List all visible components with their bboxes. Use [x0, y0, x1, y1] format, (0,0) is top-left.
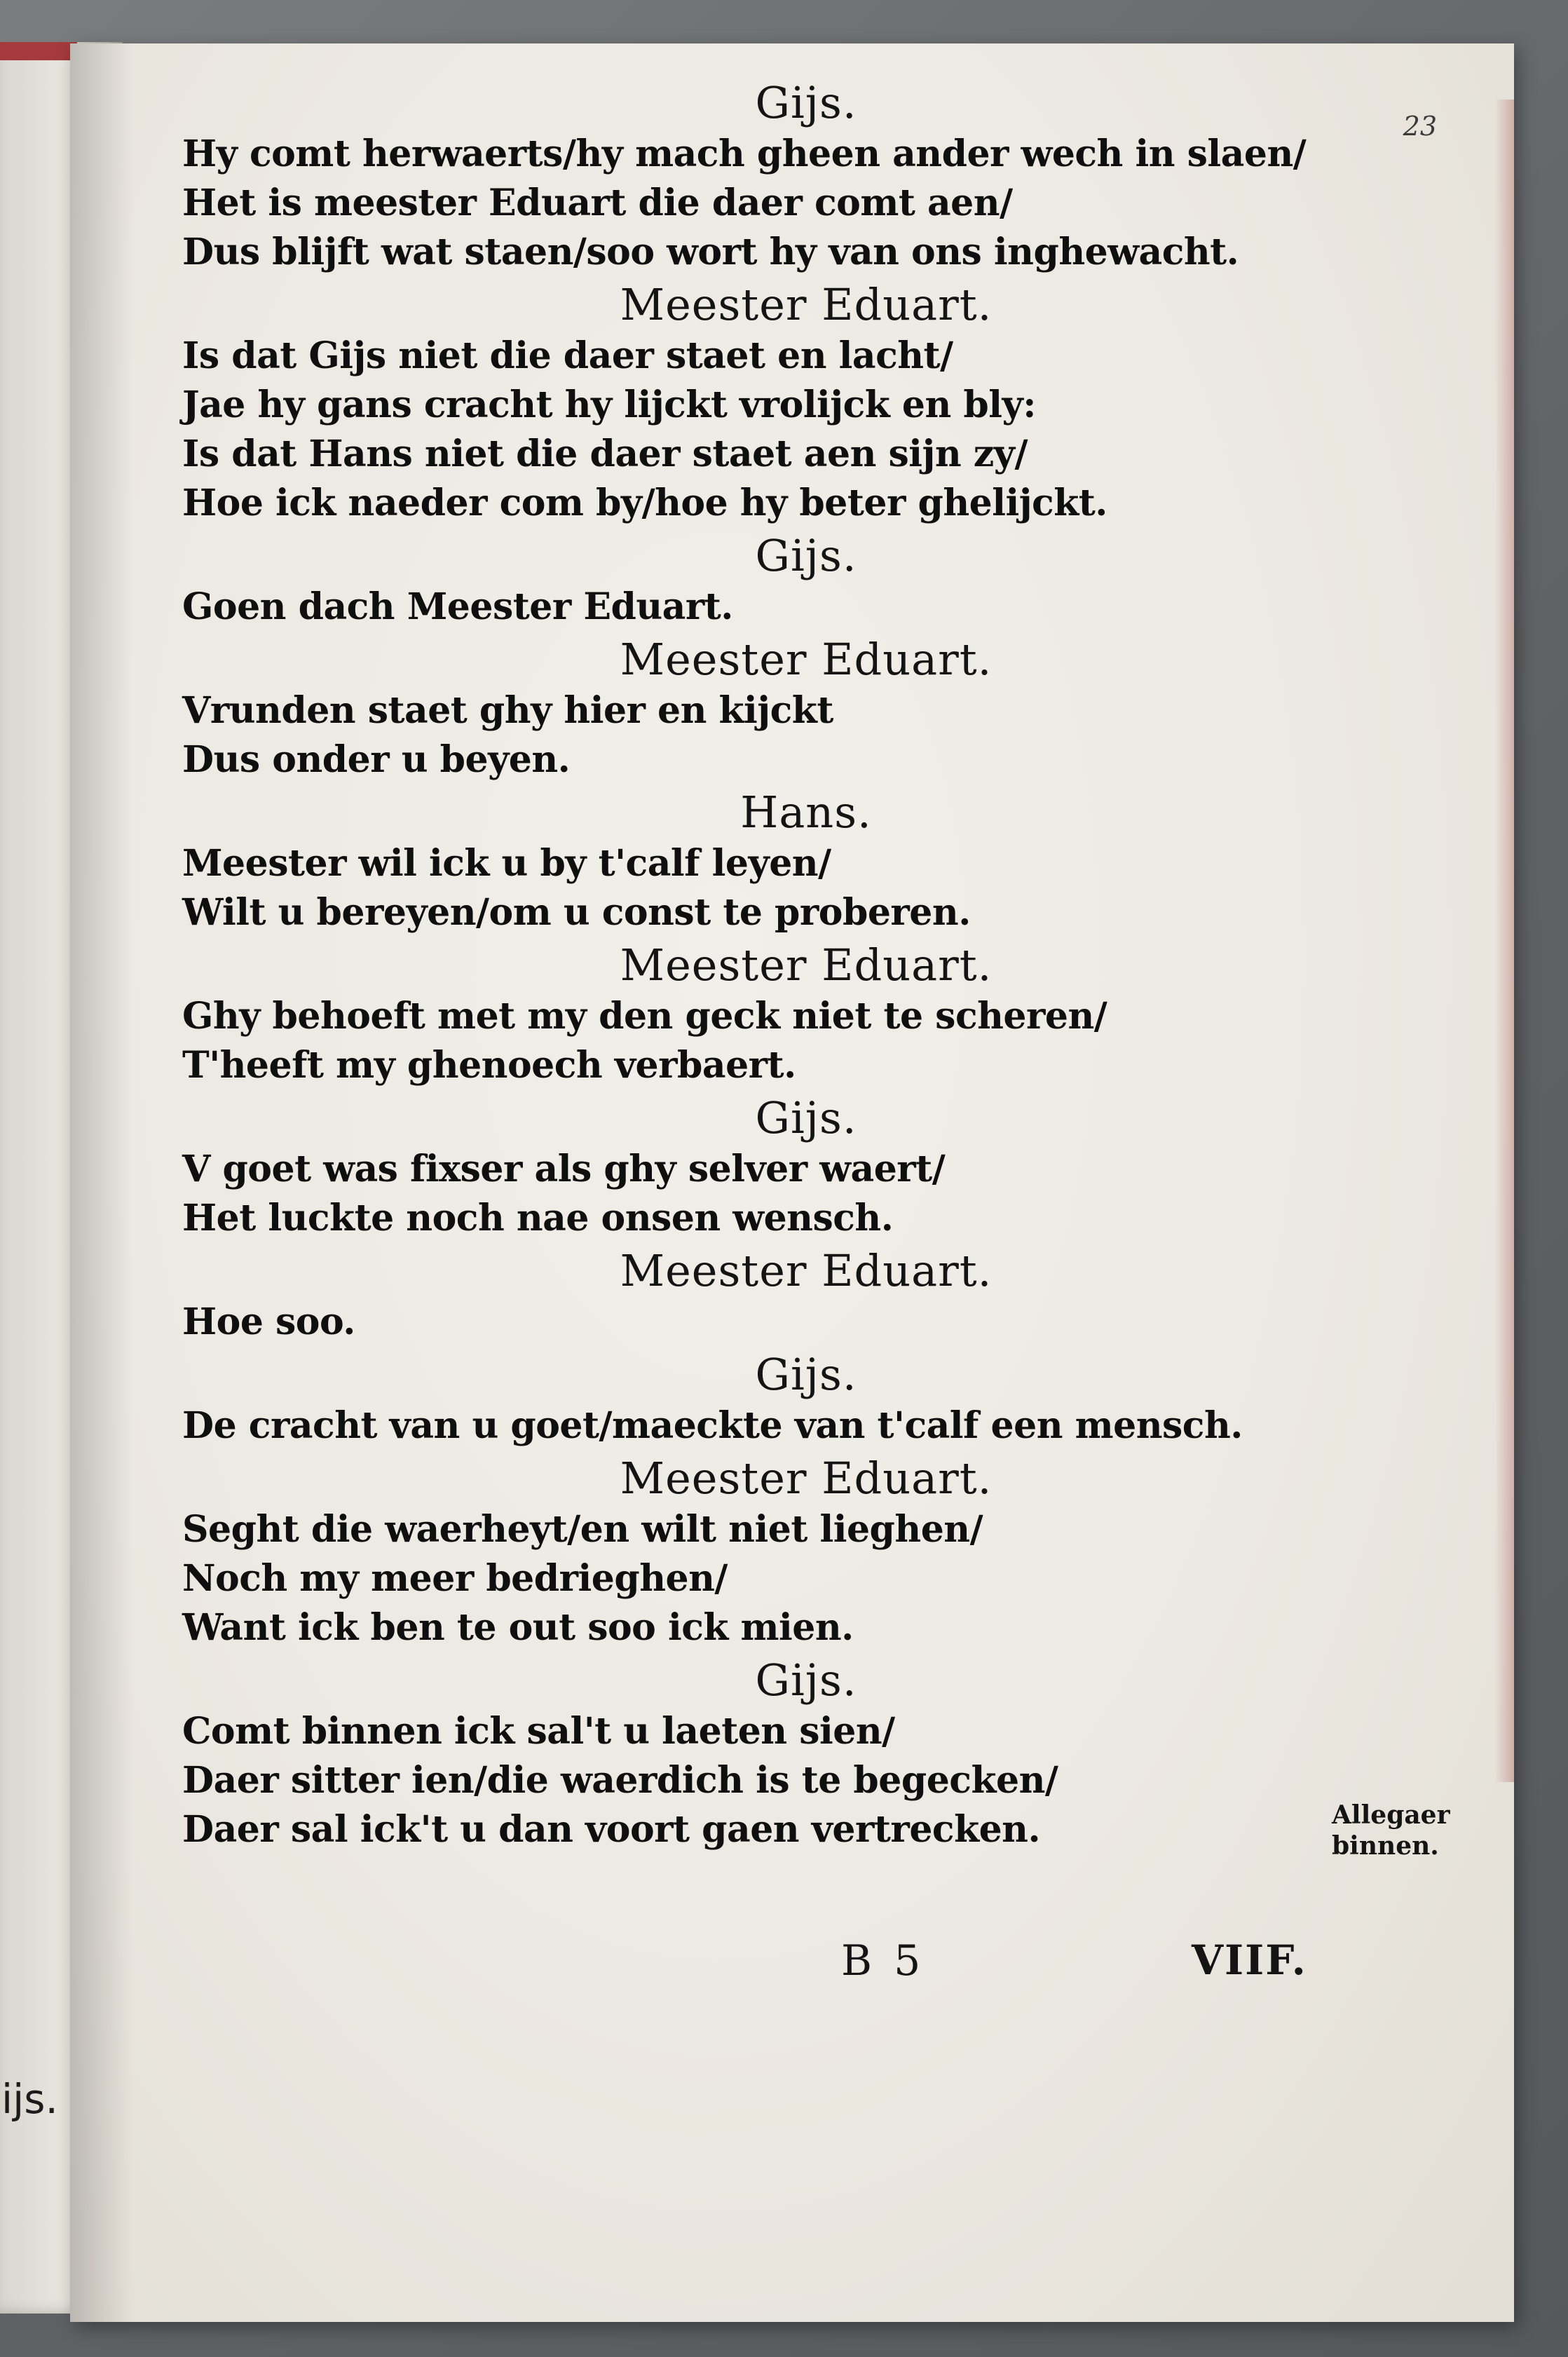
- red-page-edge: [0, 42, 77, 60]
- verse-line: Hy comt herwaerts/hy mach gheen ander wech in slaen/: [182, 133, 1307, 175]
- verse-line: Het luckte noch nae onsen wensch.: [182, 1197, 894, 1239]
- page-edge-stain: [1494, 100, 1514, 1782]
- speaker-heading: Meester Eduart.: [620, 939, 993, 991]
- stage-direction: [1332, 1800, 1500, 1861]
- speaker-heading: Meester Eduart.: [620, 1453, 993, 1504]
- verse-line: V goet was fixser als ghy selver waert/: [182, 1148, 946, 1190]
- verse-line: Is dat Gijs niet die daer staet en lacht/: [182, 334, 953, 377]
- speech: [182, 531, 1430, 632]
- facing-page-text-fragment: ijs.: [1, 2075, 58, 2123]
- page-gutter-shadow: [70, 43, 133, 2322]
- speech: [182, 787, 1430, 937]
- verse-line: De cracht van u goet/maeckte van t'calf een mensch.: [182, 1404, 1243, 1447]
- speech: [182, 1655, 1430, 1854]
- verse-line: Hoe ick naeder com by/hoe hy beter ghelijckt.: [182, 482, 1107, 524]
- speaker-heading: Meester Eduart.: [620, 1245, 993, 1296]
- speech: [182, 940, 1430, 1090]
- speaker-heading: Gijs.: [755, 1655, 857, 1706]
- verse-line: Wilt u bereyen/om u const te proberen.: [182, 891, 971, 934]
- verse-line: Daer sitter ien/die waerdich is te begecken/: [182, 1759, 1058, 1802]
- verse-line: Daer sal ick't u dan voort gaen vertrecken.: [182, 1808, 1041, 1851]
- speech: [182, 1350, 1430, 1451]
- speech: [182, 1453, 1430, 1652]
- speaker-heading: Meester Eduart.: [620, 634, 993, 685]
- speaker-heading: Gijs.: [755, 530, 857, 581]
- speaker-heading: Hans.: [740, 787, 872, 838]
- speech: [182, 280, 1430, 528]
- verse-line: Hoe soo.: [182, 1300, 355, 1343]
- book-page: [70, 43, 1514, 2322]
- verse-line: Dus onder u beyen.: [182, 738, 571, 781]
- verse-line: Want ick ben te out soo ick mien.: [182, 1606, 854, 1649]
- speech: [182, 1093, 1430, 1243]
- catchword: VIIF.: [1192, 1936, 1307, 1984]
- speech: [182, 634, 1430, 784]
- stage-direction-line: Allegaer: [1332, 1800, 1450, 1830]
- speaker-heading: Gijs.: [755, 1092, 857, 1143]
- speech: [182, 1246, 1430, 1347]
- verse-line: Noch my meer bedrieghen/: [182, 1557, 728, 1600]
- signature-mark: B 5: [841, 1936, 925, 1985]
- verse-line: Ghy behoeft met my den geck niet te scheren/: [182, 995, 1107, 1038]
- verse-line: Het is meester Eduart die daer comt aen/: [182, 182, 1013, 224]
- speaker-heading: Gijs.: [755, 77, 857, 128]
- verse-line: Seght die waerheyt/en wilt niet lieghen/: [182, 1508, 983, 1551]
- verse-line: Dus blijft wat staen/soo wort hy van ons inghewacht.: [182, 231, 1239, 273]
- page-number: 23: [1403, 111, 1437, 142]
- verse-line: T'heeft my ghenoech verbaert.: [182, 1044, 796, 1087]
- verse-line: Goen dach Meester Eduart.: [182, 585, 733, 628]
- speech: [182, 78, 1430, 277]
- verse-line: Is dat Hans niet die daer staet aen sijn zy/: [182, 433, 1028, 475]
- stage-direction-line: binnen.: [1332, 1831, 1439, 1861]
- speaker-heading: Gijs.: [755, 1349, 857, 1400]
- dialogue-text: [182, 75, 1430, 1854]
- verse-line: Jae hy gans cracht hy lijckt vrolijck en bly:: [182, 383, 1036, 426]
- speaker-heading: Meester Eduart.: [620, 279, 993, 330]
- verse-line: Comt binnen ick sal't u laeten sien/: [182, 1710, 895, 1753]
- verse-line: Vrunden staet ghy hier en kijckt: [182, 689, 833, 732]
- verse-line: Meester wil ick u by t'calf leyen/: [182, 842, 831, 885]
